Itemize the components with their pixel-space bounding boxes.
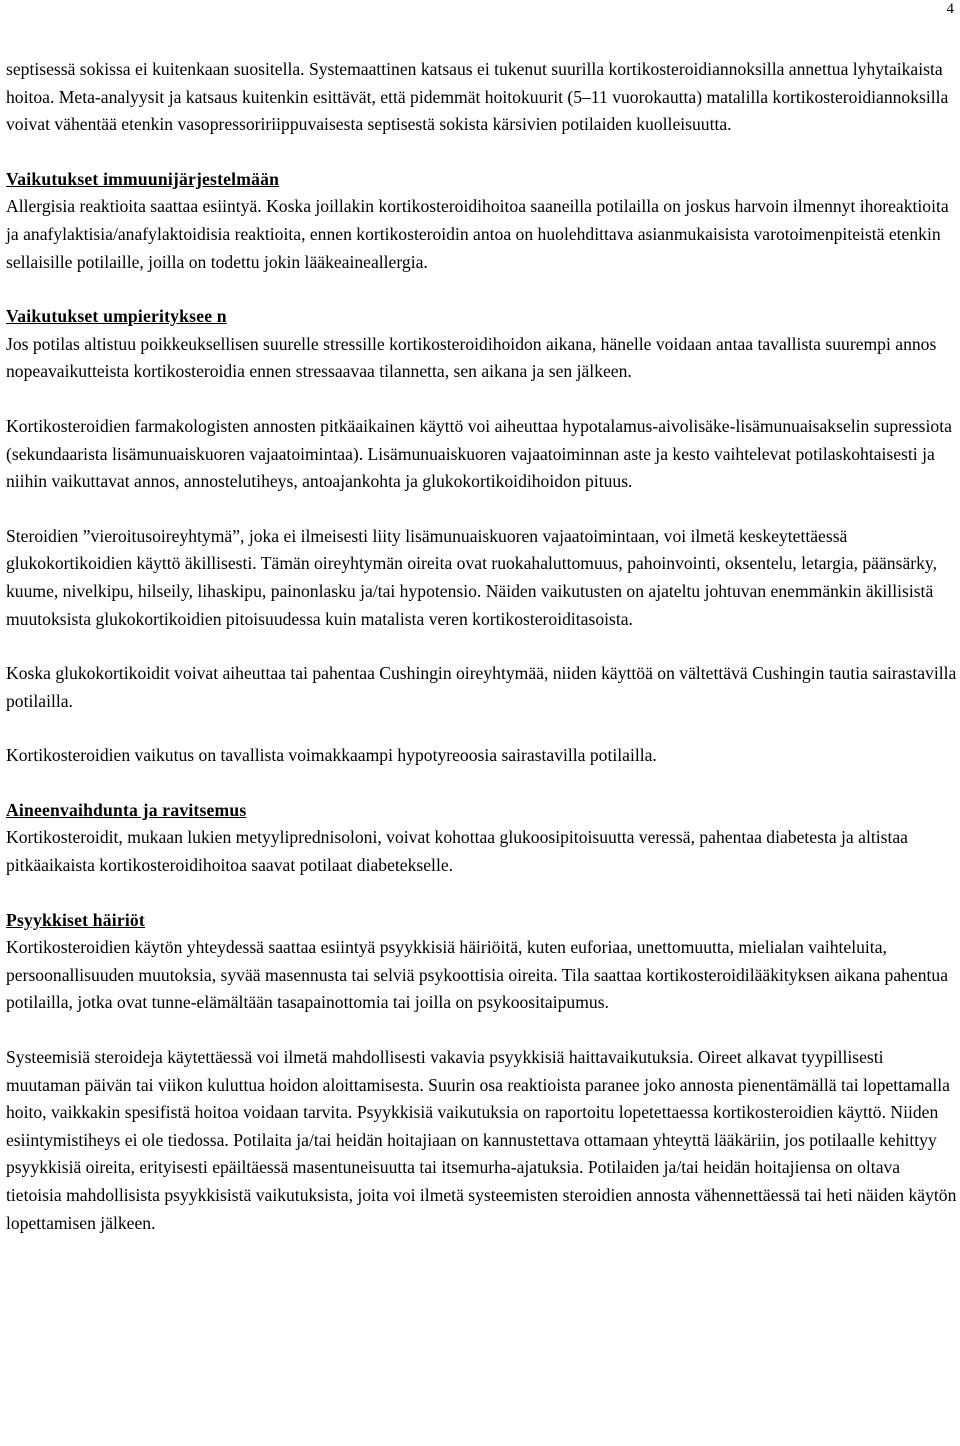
section-psychiatric — [6, 907, 958, 1017]
section-metabolism — [6, 797, 958, 880]
section-heading: Aineenvaihdunta ja ravitsemus — [6, 799, 247, 820]
paragraph-septic-shock: septisessä sokissa ei kuitenkaan suositella. Systemaattinen katsaus ei tukenut suurilla kortikosteroidiannoksilla annettua lyhytaikaista hoitoa. Meta-analyysit ja katsaus kuitenkin esittävät, että pidemmät hoitokuurit (5–11 vuorokautta) matalilla kortikosteroidiannoksilla voivat vähentää etenkin vasopressoririippuvaisesta septisestä sokista kärsivien potilaiden kuolleisuutta. — [6, 59, 949, 135]
paragraph-cushing: Koska glukokortikoidit voivat aiheuttaa tai pahentaa Cushingin oireyhtymää, niiden käyttöä on vältettävä Cushingin tautia sairastavilla potilailla. — [6, 663, 957, 711]
section-immune-system — [6, 166, 958, 276]
section-endocrine — [6, 303, 958, 386]
section-heading: Psyykkiset häiriöt — [6, 909, 145, 930]
paragraph-systemic-steroids: Systeemisiä steroideja käytettäessä voi ilmetä mahdollisesti vakavia psyykkisiä haittavaikutuksia. Oireet alkavat tyypillisesti muutaman päivän tai viikon kuluttua hoidon aloittamisesta. Suurin osa reaktioista paranee joko annosta pienentämällä tai lopettamalla hoito, vaikkakin spesifistä hoitoa voidaan tarvita. Psyykkisiä vaikutuksia on raportoitu lopetettaessa kortikosteroidien käyttö. Niiden esiintymistiheys ei ole tiedossa. Potilaita ja/tai heidän hoitajiaan on kannustettava ottamaan yhteyttä lääkäriin, jos potilaalle kehittyy psyykkisiä oireita, erityisesti epäiltäessä masentuneisuutta tai itsemurha-ajatuksia. Potilaiden ja/tai heidän hoitajiensa on oltava tietoisia mahdollisista psyykkisistä vaikutuksista, joita voi ilmetä systeemisten steroidien annosta vähennettäessä tai heti näiden käytön lopettamisen jälkeen. — [6, 1047, 957, 1233]
page-number: 4 — [946, 1, 954, 17]
paragraph-withdrawal-syndrome: Steroidien ”vieroitusoireyhtymä”, joka ei ilmeisesti liity lisämunuaiskuoren vajaatoimintaan, voi ilmetä keskeytettäessä glukokortikoidien käyttö äkillisesti. Tämän oireyhtymän oireita ovat ruokahaluttomuus, pahoinvointi, oksentelu, letargia, päänsärky, kuume, nivelkipu, hilseily, lihaskipu, painonlasku ja/tai hypotensio. Näiden vaikutusten on ajateltu johtuvan enemmänkin äkillisistä muutoksista glukokortikoidien pitoisuudessa kuin matalista veren kortikosteroiditasoista. — [6, 525, 937, 629]
section-text: Jos potilas altistuu poikkeuksellisen suurelle stressille kortikosteroidihoidon aikana, hänelle voidaan antaa tavallista suurempi annos nopeavaikutteista kortikosteroidia ennen stressaavaa tilannetta, sen aikana ja sen jälkeen. — [6, 333, 937, 382]
paragraph-hypothyroidism: Kortikosteroidien vaikutus on tavallista voimakkaampi hypotyreoosia sairastavilla potilailla. — [6, 745, 657, 766]
paragraph-hpa-suppression: Kortikosteroidien farmakologisten annosten pitkäaikainen käyttö voi aiheuttaa hypotalamus-aivolisäke-lisämunuaisakselin supressiota (sekundaarista lisämunuaiskuoren vajaatoimintaa). Lisämunuaiskuoren vajaatoiminnan aste ja kesto vaihtelevat potilaskohtaisesti ja niihin vaikuttavat annos, annostelutiheys, antoajankohta ja glukokortikoidihoidon pituus. — [6, 415, 952, 492]
section-heading: Vaikutukset immuunijärjestelmään — [6, 168, 280, 189]
document-body — [6, 56, 958, 1237]
section-text: Allergisia reaktioita saattaa esiintyä. Koska joillakin kortikosteroidihoitoa saaneilla potilailla on joskus harvoin ilmennyt ihoreaktioita ja anafylaktisia/anafylaktoidisia reaktioita, ennen kortikosteroidin antoa on huolehdittava asianmukaisista varotoimenpiteistä etenkin sellaisille potilaille, joilla on todettu jokin lääkeaineallergia. — [6, 196, 949, 272]
section-heading: Vaikutukset umpierityksee n — [6, 306, 227, 327]
section-text: Kortikosteroidit, mukaan lukien metyyliprednisoloni, voivat kohottaa glukoosipitoisuutta veressä, pahentaa diabetesta ja altistaa pitkäaikaista kortikosteroidihoitoa saavat potilaat diabetekselle. — [6, 827, 908, 876]
section-text: Kortikosteroidien käytön yhteydessä saattaa esiintyä psyykkisiä häiriöitä, kuten euforiaa, unettomuutta, mielialan vaihteluita, persoonallisuuden muutoksia, syvää masennusta tai selviä psykoottisia oireita. Tila saattaa kortikosteroidilääkityksen aikana pahentua potilailla, jotka ovat tunne-elämältään tasapainottomia tai joilla on psykoositaipumus. — [6, 937, 949, 1013]
